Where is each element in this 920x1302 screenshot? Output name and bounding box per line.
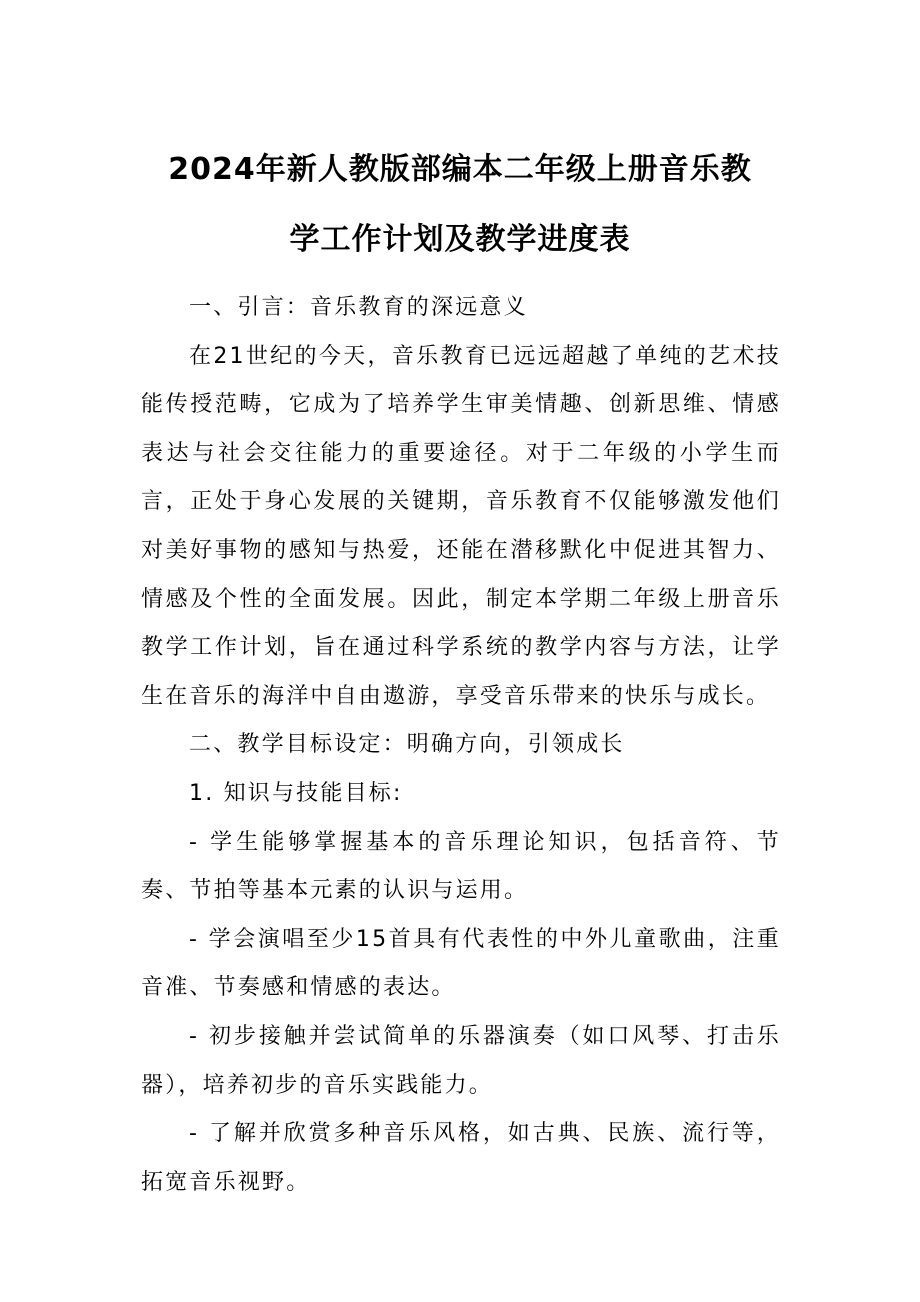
document-title-line-1: 2024年新人教版部编本二年级上册音乐教 xyxy=(168,152,752,187)
paragraph-introduction: 在21世纪的今天，音乐教育已远远超越了单纯的艺术技能传授范畴，它成为了培养学生审美情趣、创新思维、情感表达与社会交往能力的重要途径。对于二年级的小学生而言，正处于身心发展的关键期，音乐教育不仅能够激发他们对美好事物的感知与热爱，还能在潜移默化中促进其智力、情感及个性的全面发展。因此，制定本学期二年级上册音乐教学工作计划，旨在通过科学系统的教学内容与方法，让学生在音乐的海洋中自由遨游，享受音乐带来的快乐与成长。 xyxy=(141,343,781,709)
goal-item: - 了解并欣赏多种音乐风格，如古典、民族、流行等，拓宽音乐视野。 xyxy=(141,1121,781,1195)
document-title-line-2: 学工作计划及教学进度表 xyxy=(289,222,631,257)
section-heading-teaching-goals: 二、教学目标设定：明确方向，引领成长 xyxy=(189,732,625,758)
goal-item: - 学会演唱至少15首具有代表性的中外儿童歌曲，注重音准、节奏感和情感的表达。 xyxy=(141,926,781,1001)
section-heading-introduction: 一、引言：音乐教育的深远意义 xyxy=(189,295,528,320)
goal-item: - 初步接触并尝试简单的乐器演奏（如口风琴、打击乐器），培养初步的音乐实践能力。 xyxy=(141,1023,781,1098)
document-body xyxy=(141,284,781,1207)
goal-item: - 学生能够掌握基本的音乐理论知识，包括音符、节奏、节拍等基本元素的认识与运用。 xyxy=(141,829,781,904)
subheading-knowledge-skills: 1. 知识与技能目标: xyxy=(189,780,403,806)
